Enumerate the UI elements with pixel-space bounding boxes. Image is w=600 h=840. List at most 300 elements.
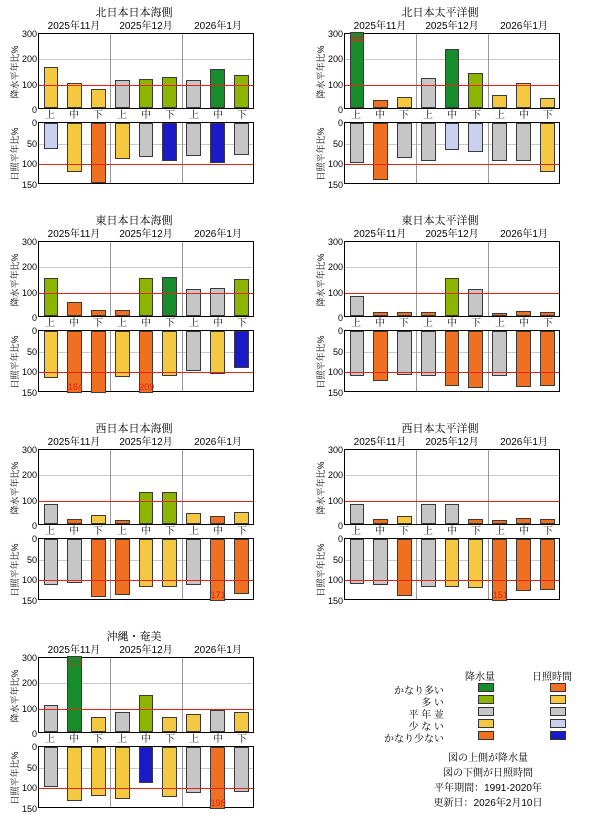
sun-slot [182, 123, 206, 183]
legend-swatch-sun [522, 731, 594, 743]
xaxis-label: 上 [351, 526, 361, 537]
sun-slot [535, 539, 559, 599]
sun-bar [67, 747, 82, 801]
precip-bar [397, 312, 412, 316]
precip-slot [110, 34, 134, 108]
xaxis-label: 上 [189, 734, 199, 745]
sun-bar [397, 331, 412, 375]
xaxis-label: 下 [165, 734, 175, 745]
precip-slot [182, 450, 206, 524]
precip-slot [369, 34, 393, 108]
sun-slot [535, 123, 559, 183]
sun-ytick: 100 [21, 575, 37, 586]
sun-ytick: 0 [31, 742, 37, 752]
xaxis-label: 中 [519, 318, 529, 329]
month-label: 2025年11月 [47, 21, 101, 32]
precip-slot [464, 450, 488, 524]
sun-slot [511, 539, 535, 599]
precip-ytick: 0 [337, 521, 343, 531]
sun-bar [115, 539, 130, 595]
precip-slot [229, 658, 253, 732]
sun-bar [44, 747, 59, 787]
sun-value-label: 198 [210, 798, 226, 808]
precip-ytick: 0 [337, 105, 343, 115]
xaxis-label: 下 [543, 318, 553, 329]
precip-chart-okinawa-amami [10, 653, 254, 739]
sun-ytick: 50 [26, 138, 37, 149]
month-label: 2025年11月 [353, 229, 407, 240]
sun-ytick: 50 [26, 554, 37, 565]
precip-bar [162, 277, 177, 316]
sun-slot [134, 539, 158, 599]
precip-axis-label-east-japan-sea: 降水平年比% [10, 253, 20, 307]
precip-slot [488, 242, 512, 316]
precip-ytick: 0 [31, 105, 37, 115]
month-label: 2025年11月 [47, 229, 101, 240]
sun-bar [91, 331, 106, 393]
precip-axis-label-north-japan-sea: 降水平年比% [10, 45, 20, 99]
precip-ytick: 100 [327, 495, 343, 506]
precip-axis-label-east-pacific: 降水平年比% [316, 253, 326, 307]
legend-swatch-precip [450, 695, 522, 707]
precip-slot [110, 658, 134, 732]
sun-bar [162, 123, 177, 161]
sun-slot [158, 747, 182, 807]
sun-slot [511, 331, 535, 391]
precip-bar [234, 512, 249, 524]
sun-slot [205, 123, 229, 183]
sun-bar [468, 331, 483, 388]
xaxis-label: 上 [189, 526, 199, 537]
legend-swatch-sun [522, 695, 594, 707]
precip-slot [110, 450, 134, 524]
xaxis-label: 中 [447, 526, 457, 537]
sun-bar [186, 539, 201, 585]
precip-slot [87, 658, 111, 732]
xaxis-label: 中 [141, 526, 151, 537]
normal-line [39, 580, 253, 581]
sun-slot [393, 331, 417, 391]
sun-bar [397, 123, 412, 158]
sun-bar [540, 331, 555, 386]
legend-swatch-precip [450, 731, 522, 743]
sun-slot [369, 539, 393, 599]
legend-label: 平 年 並 [408, 709, 444, 721]
precip-slot [535, 34, 559, 108]
sun-bars [39, 123, 253, 183]
month-label: 2026年1月 [500, 437, 548, 448]
precip-bar [516, 518, 531, 524]
normal-line [39, 709, 253, 710]
precip-slot [229, 242, 253, 316]
precip-bar [373, 100, 388, 108]
legend-label: 少 な い [408, 721, 444, 733]
xaxis-labels-east-japan-sea [38, 317, 254, 330]
precip-bars [345, 450, 559, 524]
month-label: 2026年1月 [194, 21, 242, 32]
sun-ytick: 150 [327, 388, 343, 398]
precip-bar [468, 73, 483, 108]
sun-bar [162, 331, 177, 376]
precip-bar [516, 83, 531, 108]
sun-bar [373, 539, 388, 585]
sun-bar [350, 331, 365, 376]
precip-ytick: 300 [21, 29, 37, 39]
sun-ytick: 50 [332, 554, 343, 565]
sun-slot [416, 331, 440, 391]
month-label: 2026年1月 [194, 645, 242, 656]
precip-ytick: 100 [327, 79, 343, 90]
sun-slot [110, 747, 134, 807]
sun-ytick: 150 [21, 804, 37, 814]
precip-slot [464, 34, 488, 108]
chart-panel-west-pacific [312, 422, 568, 606]
month-label: 2025年12月 [425, 229, 479, 240]
precip-slot [39, 450, 63, 524]
sun-bars [39, 331, 253, 391]
xaxis-label: 中 [375, 526, 385, 537]
sun-bar [139, 123, 154, 157]
xaxis-label: 中 [213, 110, 223, 121]
xaxis-label: 上 [117, 734, 127, 745]
xaxis-labels-east-pacific [344, 317, 560, 330]
sun-bar [234, 747, 249, 792]
chart-panel-north-pacific [312, 6, 568, 190]
precip-bar [210, 710, 225, 732]
precip-ytick: 300 [21, 653, 37, 663]
xaxis-label: 下 [93, 526, 103, 537]
xaxis-label: 上 [117, 526, 127, 537]
legend-swatch-sun [522, 719, 594, 731]
precip-ytick: 300 [327, 29, 343, 39]
precip-bar [91, 717, 106, 732]
precip-slot [345, 450, 369, 524]
xaxis-label: 下 [165, 110, 175, 121]
sun-slot [205, 331, 229, 391]
xaxis-label: 下 [237, 526, 247, 537]
precip-slot [158, 450, 182, 524]
precip-ytick: 100 [21, 495, 37, 506]
xaxis-label: 上 [423, 318, 433, 329]
panel-title-north-pacific: 北日本太平洋側 [401, 7, 479, 19]
sun-chart-west-japan-sea [10, 534, 254, 606]
precip-ytick: 0 [337, 313, 343, 323]
precip-ytick: 0 [31, 313, 37, 323]
precip-ytick: 0 [31, 521, 37, 531]
sun-slot [182, 331, 206, 391]
chart-panel-east-japan-sea [6, 214, 262, 398]
sun-slot [63, 123, 87, 183]
panel-title-east-pacific: 東日本太平洋側 [401, 215, 479, 227]
precip-ytick: 100 [21, 703, 37, 714]
panel-title-north-japan-sea: 北日本日本海側 [95, 7, 173, 19]
precip-bars [345, 34, 559, 108]
precip-bars [39, 34, 253, 108]
precip-slot [205, 242, 229, 316]
precip-slot [416, 242, 440, 316]
xaxis-label: 中 [69, 318, 79, 329]
legend-swatch-precip [450, 719, 522, 731]
month-label: 2025年12月 [119, 21, 173, 32]
sun-slot [87, 539, 111, 599]
xaxis-labels-west-japan-sea [38, 525, 254, 538]
sun-slot [345, 123, 369, 183]
precip-bar [210, 516, 225, 524]
month-label: 2025年11月 [47, 437, 101, 448]
precip-slot [87, 34, 111, 108]
sun-ytick: 0 [337, 326, 343, 336]
precip-ytick: 0 [31, 729, 37, 739]
xaxis-label: 下 [399, 526, 409, 537]
sun-slot [63, 331, 87, 391]
normal-line [39, 788, 253, 789]
xaxis-label: 中 [141, 318, 151, 329]
precip-bar [91, 89, 106, 108]
chart-panel-east-pacific [312, 214, 568, 398]
precip-bar [373, 312, 388, 316]
precip-bar [115, 520, 130, 524]
month-labels-west-japan-sea [38, 436, 254, 449]
xaxis-label: 中 [519, 526, 529, 537]
precip-ytick: 300 [21, 237, 37, 247]
precip-bar [44, 67, 59, 108]
xaxis-label: 上 [45, 110, 55, 121]
legend-swatch-precip [450, 683, 522, 695]
precip-slot [488, 34, 512, 108]
precip-ytick: 200 [327, 262, 343, 273]
xaxis-label: 中 [69, 526, 79, 537]
precip-bars [345, 242, 559, 316]
precip-slot [345, 34, 369, 108]
sun-slot [440, 539, 464, 599]
xaxis-label: 中 [213, 526, 223, 537]
month-labels-east-japan-sea [38, 228, 254, 241]
precip-slot [393, 34, 417, 108]
sun-bar [492, 123, 507, 161]
normal-line [345, 501, 559, 502]
legend-note-1: 図の下側が日照時間 [443, 768, 533, 779]
sun-ytick: 100 [327, 367, 343, 378]
month-label: 2025年11月 [353, 21, 407, 32]
sun-bar [468, 123, 483, 152]
precip-bar [492, 520, 507, 524]
xaxis-label: 上 [45, 318, 55, 329]
panel-title-okinawa-amami: 沖縄・奄美 [106, 631, 162, 643]
sun-slot [229, 331, 253, 391]
sun-bar [91, 539, 106, 597]
chart-panel-okinawa-amami [6, 630, 262, 814]
panel-title-east-japan-sea: 東日本日本海側 [95, 215, 173, 227]
precip-slot [535, 450, 559, 524]
sun-slot [110, 331, 134, 391]
precip-bar [162, 492, 177, 524]
xaxis-label: 中 [519, 110, 529, 121]
precip-ytick: 200 [327, 54, 343, 65]
sun-slot [87, 123, 111, 183]
xaxis-label: 下 [399, 318, 409, 329]
precip-slot [87, 242, 111, 316]
sun-slot [158, 331, 182, 391]
precip-bar [115, 712, 130, 732]
sun-bar [421, 123, 436, 161]
sun-slot [369, 331, 393, 391]
sun-ytick: 0 [31, 326, 37, 336]
sun-ytick: 100 [327, 575, 343, 586]
precip-ytick: 200 [21, 678, 37, 689]
xaxis-label: 上 [495, 318, 505, 329]
sun-axis-label-okinawa-amami: 日照平年比% [10, 751, 20, 805]
xaxis-labels-okinawa-amami [38, 733, 254, 746]
sun-ytick: 100 [327, 159, 343, 170]
precip-ytick: 200 [21, 262, 37, 273]
legend-swatch-sun [522, 683, 594, 695]
precip-bar [234, 279, 249, 316]
legend-label: かなり多い [394, 685, 444, 697]
precip-bar [44, 278, 59, 316]
precip-slot [205, 658, 229, 732]
sun-ytick: 150 [21, 388, 37, 398]
precip-bar [350, 296, 365, 316]
precip-bar [397, 516, 412, 524]
sun-axis-label-east-japan-sea: 日照平年比% [10, 335, 20, 389]
precip-bar [516, 311, 531, 316]
sun-bar [186, 331, 201, 371]
sun-bar [91, 123, 106, 183]
xaxis-label: 中 [141, 110, 151, 121]
xaxis-label: 中 [69, 734, 79, 745]
sun-slot [134, 747, 158, 807]
xaxis-label: 上 [189, 318, 199, 329]
sun-slot [229, 747, 253, 807]
xaxis-label: 上 [189, 110, 199, 121]
month-labels-north-pacific [344, 20, 560, 33]
normal-line [345, 372, 559, 373]
xaxis-labels-west-pacific [344, 525, 560, 538]
sun-bar [115, 123, 130, 159]
xaxis-label: 中 [447, 110, 457, 121]
precip-slot [440, 242, 464, 316]
sun-value-label: 151 [492, 590, 508, 600]
normal-line [39, 372, 253, 373]
sun-bar [516, 539, 531, 591]
sun-axis-label-west-pacific: 日照平年比% [316, 543, 326, 597]
precip-bar [492, 313, 507, 316]
precip-bar [44, 504, 59, 524]
xaxis-label: 下 [471, 526, 481, 537]
precip-slot [416, 34, 440, 108]
sun-slot [39, 123, 63, 183]
precip-bar [540, 312, 555, 316]
legend-row-4 [382, 731, 594, 743]
precip-chart-east-pacific [316, 237, 560, 323]
precip-slot [229, 450, 253, 524]
sun-slot [393, 123, 417, 183]
precip-bars [39, 658, 253, 732]
precip-bar [162, 77, 177, 108]
month-labels-north-japan-sea [38, 20, 254, 33]
sun-slot [39, 539, 63, 599]
sun-ytick: 0 [31, 118, 37, 128]
precip-ytick: 300 [21, 445, 37, 455]
precip-slot [205, 34, 229, 108]
xaxis-label: 下 [543, 526, 553, 537]
legend-note-3: 更新日：2026年2月10日 [433, 798, 543, 809]
sun-slot [134, 123, 158, 183]
sun-bar [492, 331, 507, 376]
xaxis-label: 下 [93, 734, 103, 745]
month-label: 2025年12月 [119, 645, 173, 656]
precip-chart-west-japan-sea [10, 445, 254, 531]
xaxis-label: 下 [237, 734, 247, 745]
legend-label: 多 い [421, 697, 444, 709]
precip-bar [421, 504, 436, 524]
sun-bar [115, 331, 130, 377]
precip-bar [139, 695, 154, 732]
month-label: 2026年1月 [500, 229, 548, 240]
sun-value-label: 209 [139, 382, 155, 392]
sun-slot [229, 123, 253, 183]
sun-slot [87, 747, 111, 807]
sun-value-label: 171 [210, 590, 226, 600]
sun-bar [210, 123, 225, 163]
precip-bar [445, 504, 460, 524]
xaxis-label: 中 [213, 318, 223, 329]
sun-bar [445, 331, 460, 386]
precip-axis-label-west-japan-sea: 降水平年比% [10, 461, 20, 515]
precip-bars [39, 242, 253, 316]
precip-ytick: 100 [21, 287, 37, 298]
sun-ytick: 0 [31, 534, 37, 544]
xaxis-label: 上 [423, 526, 433, 537]
legend-head-sun: 日照時間 [532, 672, 572, 683]
sun-bar [373, 331, 388, 381]
precip-slot [63, 658, 87, 732]
precip-bar [445, 49, 460, 108]
sun-chart-north-japan-sea [10, 118, 254, 190]
xaxis-label: 中 [141, 734, 151, 745]
xaxis-labels-north-pacific [344, 109, 560, 122]
sun-slot [63, 539, 87, 599]
sun-bar [350, 123, 365, 163]
legend-rows [382, 683, 594, 743]
precip-bar [421, 312, 436, 316]
sun-slot [110, 123, 134, 183]
sun-bar [234, 331, 249, 368]
xaxis-label: 上 [495, 526, 505, 537]
sun-slot [182, 747, 206, 807]
legend [382, 668, 594, 811]
precip-ytick: 200 [327, 470, 343, 481]
precip-ytick: 300 [327, 237, 343, 247]
sun-slot [440, 123, 464, 183]
sun-ytick: 150 [21, 596, 37, 606]
precip-ytick: 200 [21, 470, 37, 481]
sun-slot [158, 123, 182, 183]
precip-bar [67, 83, 82, 108]
precip-slot [182, 34, 206, 108]
legend-notes [382, 751, 594, 811]
precip-axis-label-okinawa-amami: 降水平年比% [10, 669, 20, 723]
sun-slot [416, 123, 440, 183]
precip-slot [511, 34, 535, 108]
normal-line [345, 580, 559, 581]
sun-slot [110, 539, 134, 599]
xaxis-label: 下 [237, 110, 247, 121]
sun-slot [134, 331, 158, 391]
month-labels-east-pacific [344, 228, 560, 241]
sun-slot [464, 123, 488, 183]
xaxis-labels-north-japan-sea [38, 109, 254, 122]
